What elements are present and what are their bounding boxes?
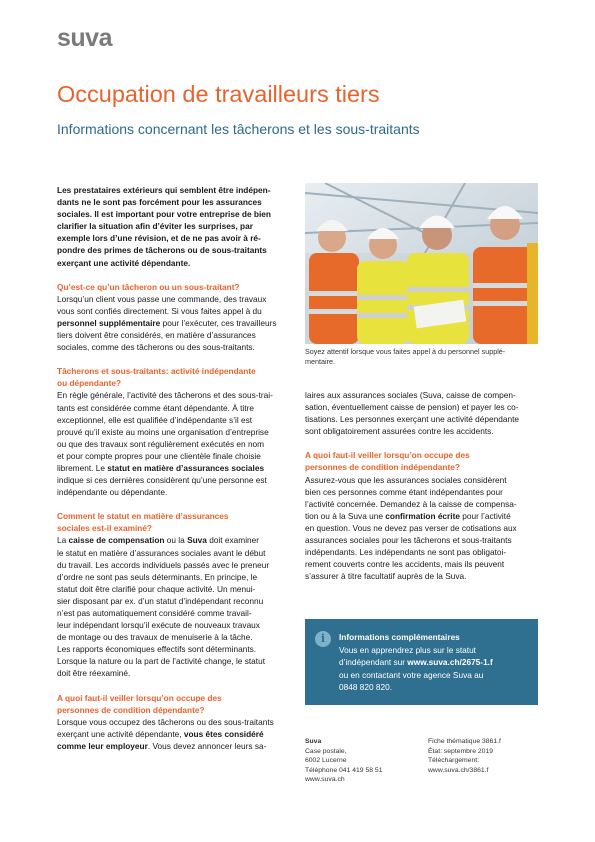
page-subtitle: Informations concernant les tâcherons et les sous-traitants — [57, 121, 420, 137]
lead-line: pondre des primes de tâcherons ou de sous-traitants — [57, 245, 267, 256]
info-line: ou en contactant votre agence Suva au — [339, 669, 484, 680]
section-activity-type — [57, 365, 277, 498]
info-line: d’indépendant sur www.suva.ch/2675-1.f — [339, 657, 493, 668]
section-what-is — [57, 281, 277, 354]
lead-line: exemple lors d’une révision, et de ne pas avoir à ré- — [57, 233, 261, 244]
info-line: Vous en apprendrez plus sur le statut — [339, 644, 476, 655]
body-line: doit être réexaminé. — [57, 668, 131, 679]
footer-line: Téléphone 041 419 58 51 — [305, 766, 383, 774]
footer-address — [305, 737, 382, 785]
body-line: n’est pas automatiquement considéré comme travail- — [57, 608, 252, 618]
left-column — [57, 184, 277, 752]
body-line: l’activité concernée. Demandez à la caisse de compensa- — [305, 498, 517, 509]
body-line: statut doit être clarifié pour chaque activité. Un menui- — [57, 583, 256, 594]
lead-line: dants ne le sont pas forcément pour les assurances — [57, 197, 262, 208]
body-line: indique si ces dernières considèrent qu’une personne est — [57, 475, 267, 486]
body-line: sier disposant par ex. d’un statut d’indépendant reconnu — [57, 595, 264, 606]
body-line: du travail. Les accords individuels passés avec le preneur — [57, 559, 270, 570]
section-heading: Tâcherons et sous-traitants: activité indépendante — [57, 366, 256, 377]
body-line: exceptionnel, elle est qualifiée d’indépendante s’il est — [57, 414, 253, 425]
lead-line: sociales. Il est important pour votre entreprise de bien — [57, 209, 271, 220]
footer-org-name: Suva — [305, 738, 322, 745]
body-line: exerçant une activité dépendante, vous êtes considéré — [57, 728, 264, 739]
body-line: et pour compte propres pour une clientèle finale choisie — [57, 450, 261, 461]
footer-line: Case postale, — [305, 747, 347, 755]
body-line: Assurez-vous que les assurances sociales considèrent — [305, 474, 507, 485]
info-title: Informations complémentaires — [339, 632, 460, 642]
body-line: tisations. Les personnes exerçant une activité dépendante — [305, 414, 520, 425]
body-line: Les rapports économiques effectifs sont déterminants. — [57, 644, 257, 655]
body-line: indépendante ou dépendante. — [57, 487, 168, 498]
section-heading: ou dépendante? — [57, 378, 122, 389]
body-line: sont obligatoirement assurées contre les accidents. — [305, 426, 494, 437]
body-line: sation, éventuellement caisse de pension) et payer les co- — [305, 402, 519, 413]
body-line: prouvé qu’il existe au moins une organisation d’entreprise — [57, 426, 269, 437]
lead-line: clarifier la situation afin d’éviter les surprises, par — [57, 221, 253, 232]
construction-workers-photo — [305, 183, 538, 344]
body-line: Lorsqu’un client vous passe une commande, des travaux — [57, 293, 267, 304]
body-line: d’ordre ne sont pas seuls déterminants. En principe, le — [57, 571, 258, 582]
body-line: ou que des travaux sont régulièrement exécutés en nom — [57, 438, 265, 449]
body-line: vous sont confiés directement. Si vous faites appel à du — [57, 305, 262, 316]
suva-logo: suva — [57, 24, 112, 52]
lead-paragraph — [57, 184, 277, 269]
footer-document-info — [428, 737, 501, 775]
info-phone: 0848 820 820. — [339, 682, 393, 693]
body-line: personnel supplémentaire pour l’exécuter, ces travailleurs — [57, 317, 277, 328]
body-line: laires aux assurances sociales (Suva, caisse de compen- — [305, 390, 516, 400]
body-line: rement couverts contre les accidents, mais ils peuvent — [305, 559, 505, 570]
body-line: En règle générale, l’activité des tâcherons et des sous-trai- — [57, 390, 273, 401]
body-line: indépendants. Les indépendants ne sont pas obligatoi- — [305, 547, 507, 558]
section-heading: personnes de condition indépendante? — [305, 462, 460, 473]
body-line: le statut en matière d’assurances sociales avant le début — [57, 547, 266, 558]
section-heading: Qu’est-ce qu’un tâcheron ou un sous-traitant? — [57, 281, 240, 292]
caption-line: mentaire. — [305, 357, 335, 366]
body-line: leur indépendant lorsqu’il exécute de nouveaux travaux — [57, 620, 260, 631]
footer-line: 6002 Lucerne — [305, 757, 347, 765]
photo-caption — [305, 347, 505, 367]
info-text — [339, 631, 493, 694]
right-column — [305, 389, 519, 582]
section-heading: sociales est-il examiné? — [57, 523, 153, 534]
body-line: tiers doivent être considérés, en matière d’assurances — [57, 330, 256, 341]
section-status-check — [57, 510, 277, 679]
body-line: s’assurer à titre facultatif auprès de la Suva. — [305, 571, 467, 582]
body-line: comme leur employeur. Vous devez annoncer leurs sa- — [57, 740, 267, 751]
info-box — [305, 619, 538, 705]
body-line: sociales, comme des tâcherons ou des sous-traitants. — [57, 342, 255, 353]
section-heading: A quoi faut-il veiller lorsqu’on occupe des — [305, 450, 470, 461]
lead-line: Les prestataires extérieurs qui semblent être indépen- — [57, 185, 271, 195]
section-heading: A quoi faut-il veiller lorsqu’on occupe des — [57, 692, 222, 703]
footer-link[interactable]: www.suva.ch/3861.f — [428, 766, 489, 774]
body-line: en question. Vous ne devez pas verser de cotisations aux — [305, 522, 517, 533]
section-dependent — [57, 692, 277, 752]
body-line: bien ces personnes comme étant indépendantes pour — [305, 486, 503, 497]
info-icon: i — [315, 631, 331, 647]
body-line: librement. Le statut en matière d’assurances sociales — [57, 462, 265, 473]
body-line: La caisse de compensation ou la Suva doit examiner — [57, 535, 260, 546]
section-heading: personnes de condition dépendante? — [57, 704, 205, 715]
body-line: tion ou à la Suva une confirmation écrite pour l’activité — [305, 510, 511, 521]
footer-line: Fiche thématique 3861.f — [428, 738, 501, 745]
footer-link[interactable]: www.suva.ch — [305, 776, 345, 784]
lead-line: exerçant une activité dépendante. — [57, 257, 191, 268]
body-line: assurances sociales pour les tâcherons et sous-traitants — [305, 535, 512, 546]
footer-line: Téléchargement: — [428, 757, 480, 765]
section-independent — [305, 449, 519, 582]
page-title: Occupation de travailleurs tiers — [57, 81, 380, 107]
caption-line: Soyez attentif lorsque vous faites appel à du personnel supplé- — [305, 347, 506, 356]
body-line: Lorsque vous occupez des tâcherons ou des sous-traitants — [57, 716, 274, 727]
info-link[interactable]: www.suva.ch/2675-1.f — [407, 657, 493, 668]
body-line: Lorsque la nature ou la part de l’activité change, le statut — [57, 656, 266, 667]
body-line: tants est considérée comme étant dépendante. À titre — [57, 402, 254, 413]
footer-line: État: septembre 2019 — [428, 747, 493, 755]
section-heading: Comment le statut en matière d’assurances — [57, 511, 229, 522]
body-line: de montage ou des travaux de menuiserie à la tâche. — [57, 632, 253, 643]
